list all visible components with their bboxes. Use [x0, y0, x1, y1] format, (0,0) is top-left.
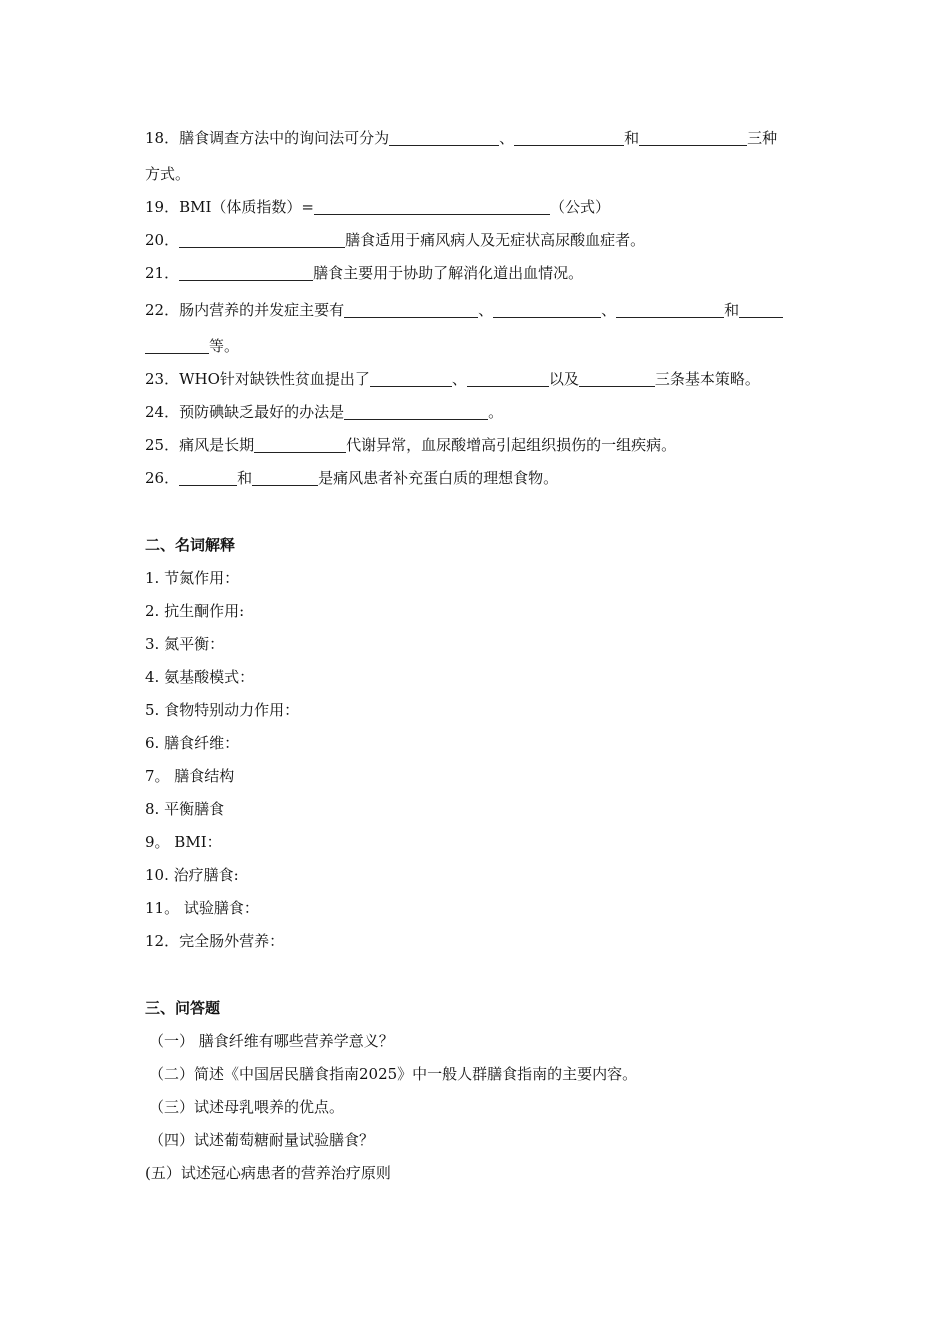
question-text: 21．	[145, 264, 180, 282]
term-item: 3. 氮平衡：	[145, 635, 225, 653]
essay-question: (五）试述冠心病患者的营养治疗原则	[145, 1164, 391, 1182]
answer-blank[interactable]	[254, 437, 346, 453]
question-text: 23．WHO针对缺铁性贫血提出了	[145, 370, 370, 388]
section-2-title: 二、名词解释	[145, 536, 236, 554]
document-page	[145, 118, 810, 1190]
answer-blank[interactable]	[514, 130, 624, 146]
question-text: 方式。	[145, 165, 191, 183]
answer-blank[interactable]	[370, 371, 452, 387]
question-text: 三条基本策略。	[654, 370, 760, 388]
question-text: 26．	[145, 469, 180, 487]
answer-blank[interactable]	[344, 404, 488, 420]
term-item: 2. 抗生酮作用:	[145, 602, 245, 620]
section-gap	[145, 495, 810, 529]
question-text: （公式）	[549, 198, 610, 216]
term-item: 10. 治疗膳食:	[145, 866, 239, 884]
separator: 、	[601, 301, 617, 319]
term-item: 6. 膳食纤维：	[145, 734, 240, 752]
term-item: 8. 平衡膳食	[145, 800, 225, 818]
question-text: 代谢异常，血尿酸增高引起组织损伤的一组疾病。	[346, 436, 677, 454]
question-text: 24．预防碘缺乏最好的办法是	[145, 403, 345, 421]
term-item: 11。 试验膳食：	[145, 899, 259, 917]
section-3-title: 三、问答题	[145, 999, 221, 1017]
question-text: 。	[488, 403, 504, 421]
question-19	[145, 191, 810, 224]
question-text: 膳食适用于痛风病人及无症状高尿酸血症者。	[345, 231, 646, 249]
question-22-continued	[145, 330, 810, 363]
question-text: 是痛风患者补充蛋白质的理想食物。	[318, 469, 559, 487]
separator: 和	[724, 301, 740, 319]
term-item: 5. 食物特别动力作用：	[145, 701, 300, 719]
question-20	[145, 224, 810, 257]
answer-blank[interactable]	[467, 371, 549, 387]
answer-blank[interactable]	[493, 302, 601, 318]
answer-blank[interactable]	[252, 470, 318, 486]
term-item: 12．完全肠外营养：	[145, 932, 285, 950]
answer-blank[interactable]	[739, 302, 783, 318]
question-25	[145, 429, 810, 462]
essay-question: （二）简述《中国居民膳食指南2025》中一般人群膳食指南的主要内容。	[149, 1065, 638, 1083]
answer-blank[interactable]	[145, 338, 209, 354]
essay-question: （一） 膳食纤维有哪些营养学意义？	[149, 1032, 394, 1050]
term-item: 9。 BMI：	[145, 833, 222, 851]
answer-blank[interactable]	[179, 232, 345, 248]
question-18	[145, 118, 810, 158]
question-text: 18．膳食调查方法中的询问法可分为	[145, 129, 390, 147]
answer-blank[interactable]	[344, 302, 478, 318]
answer-blank[interactable]	[179, 265, 313, 281]
question-text: 三种	[747, 129, 778, 147]
separator: 、	[451, 370, 467, 388]
answer-blank[interactable]	[179, 470, 237, 486]
term-item: 1. 节氮作用：	[145, 569, 240, 587]
separator: 、	[499, 129, 515, 147]
term-item: 4. 氨基酸模式：	[145, 668, 255, 686]
question-text: 膳食主要用于协助了解消化道出血情况。	[313, 264, 584, 282]
question-21	[145, 257, 810, 290]
essay-question: （三）试述母乳喂养的优点。	[149, 1098, 345, 1116]
answer-blank[interactable]	[616, 302, 724, 318]
answer-blank[interactable]	[639, 130, 747, 146]
question-23	[145, 363, 810, 396]
term-item: 7。 膳食结构	[145, 767, 235, 785]
separator: 以及	[548, 370, 579, 388]
question-text: 19．BMI（体质指数）=	[145, 198, 314, 216]
question-24	[145, 396, 810, 429]
question-22	[145, 290, 810, 330]
separator: 和	[237, 469, 253, 487]
answer-blank[interactable]	[389, 130, 499, 146]
question-text: 等。	[209, 337, 240, 355]
essay-question: （四）试述葡萄糖耐量试验膳食？	[149, 1131, 375, 1149]
question-text: 25．痛风是长期	[145, 436, 255, 454]
question-text: 20．	[145, 231, 180, 249]
answer-blank[interactable]	[314, 199, 550, 215]
section-gap	[145, 958, 810, 992]
question-18-continued	[145, 158, 810, 191]
question-text: 22．肠内营养的并发症主要有	[145, 301, 345, 319]
separator: 和	[624, 129, 640, 147]
answer-blank[interactable]	[579, 371, 655, 387]
question-26	[145, 462, 810, 495]
separator: 、	[478, 301, 494, 319]
